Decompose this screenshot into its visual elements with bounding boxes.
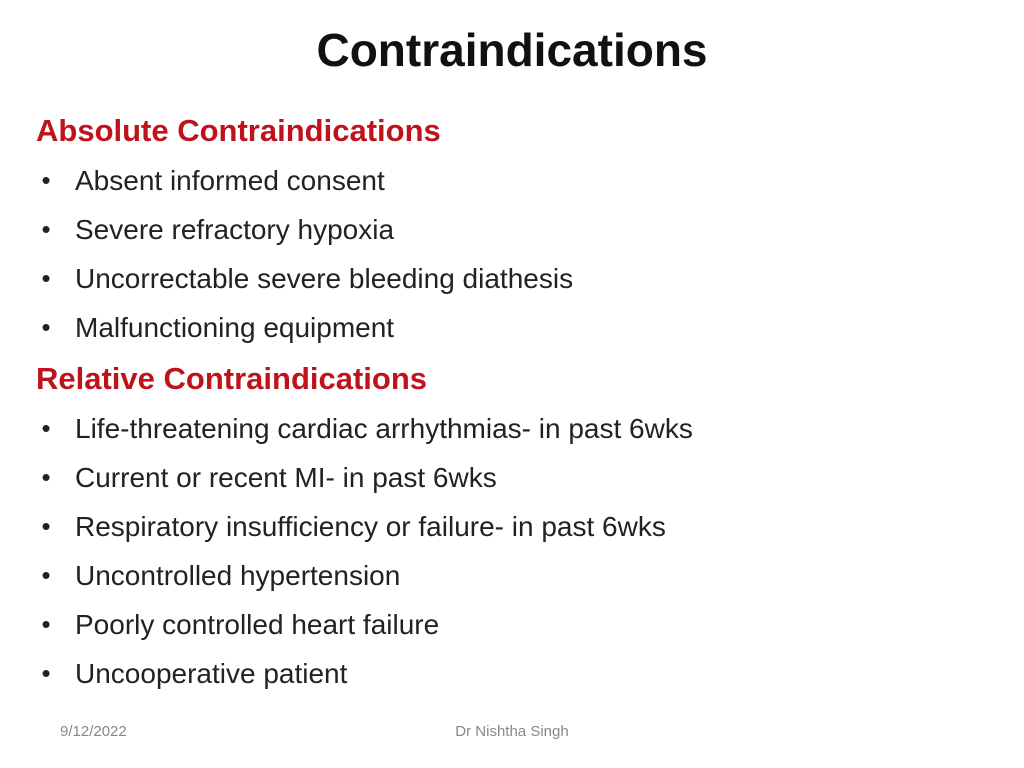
section-heading: Absolute Contraindications <box>36 113 441 148</box>
list-item <box>36 404 996 453</box>
list-item-text: Uncooperative patient <box>75 658 348 689</box>
list-item-text: Poorly controlled heart failure <box>75 609 440 640</box>
section-absolute-contraindications <box>36 108 996 352</box>
slide-content <box>36 108 996 698</box>
list-item-text: Uncorrectable severe bleeding diathesis <box>75 263 574 294</box>
bullet-icon: • <box>41 609 51 639</box>
footer-date: 9/12/2022 <box>60 723 127 740</box>
section-relative-contraindications <box>36 356 996 698</box>
bullet-icon: • <box>41 413 51 443</box>
list-item-text: Severe refractory hypoxia <box>75 214 395 245</box>
bullet-icon: • <box>41 165 51 195</box>
list-item-text: Malfunctioning equipment <box>75 312 395 343</box>
list-item-text: Respiratory insufficiency or failure- in past 6wks <box>75 511 666 542</box>
list-item-text: Absent informed consent <box>75 165 385 196</box>
list-item <box>36 551 996 600</box>
list-item-text: Life-threatening cardiac arrhythmias- in past 6wks <box>75 413 693 444</box>
list-item <box>36 600 996 649</box>
bullet-icon: • <box>41 214 51 244</box>
bullet-icon: • <box>41 312 51 342</box>
slide-title: Contraindications <box>316 24 708 76</box>
bullet-icon: • <box>41 658 51 688</box>
bullet-icon: • <box>41 511 51 541</box>
list-item-text: Current or recent MI- in past 6wks <box>75 462 497 493</box>
list-item <box>36 453 996 502</box>
list-item <box>36 303 996 352</box>
list-item-text: Uncontrolled hypertension <box>75 560 401 591</box>
bullet-icon: • <box>41 560 51 590</box>
list-item <box>36 156 996 205</box>
footer-author: Dr Nishtha Singh <box>455 723 569 740</box>
list-item <box>36 254 996 303</box>
bullet-icon: • <box>41 263 51 293</box>
list-item <box>36 649 996 698</box>
section-heading: Relative Contraindications <box>36 361 428 396</box>
bullet-icon: • <box>41 462 51 492</box>
bullet-list <box>36 404 996 698</box>
bullet-list <box>36 156 996 352</box>
list-item <box>36 205 996 254</box>
list-item <box>36 502 996 551</box>
